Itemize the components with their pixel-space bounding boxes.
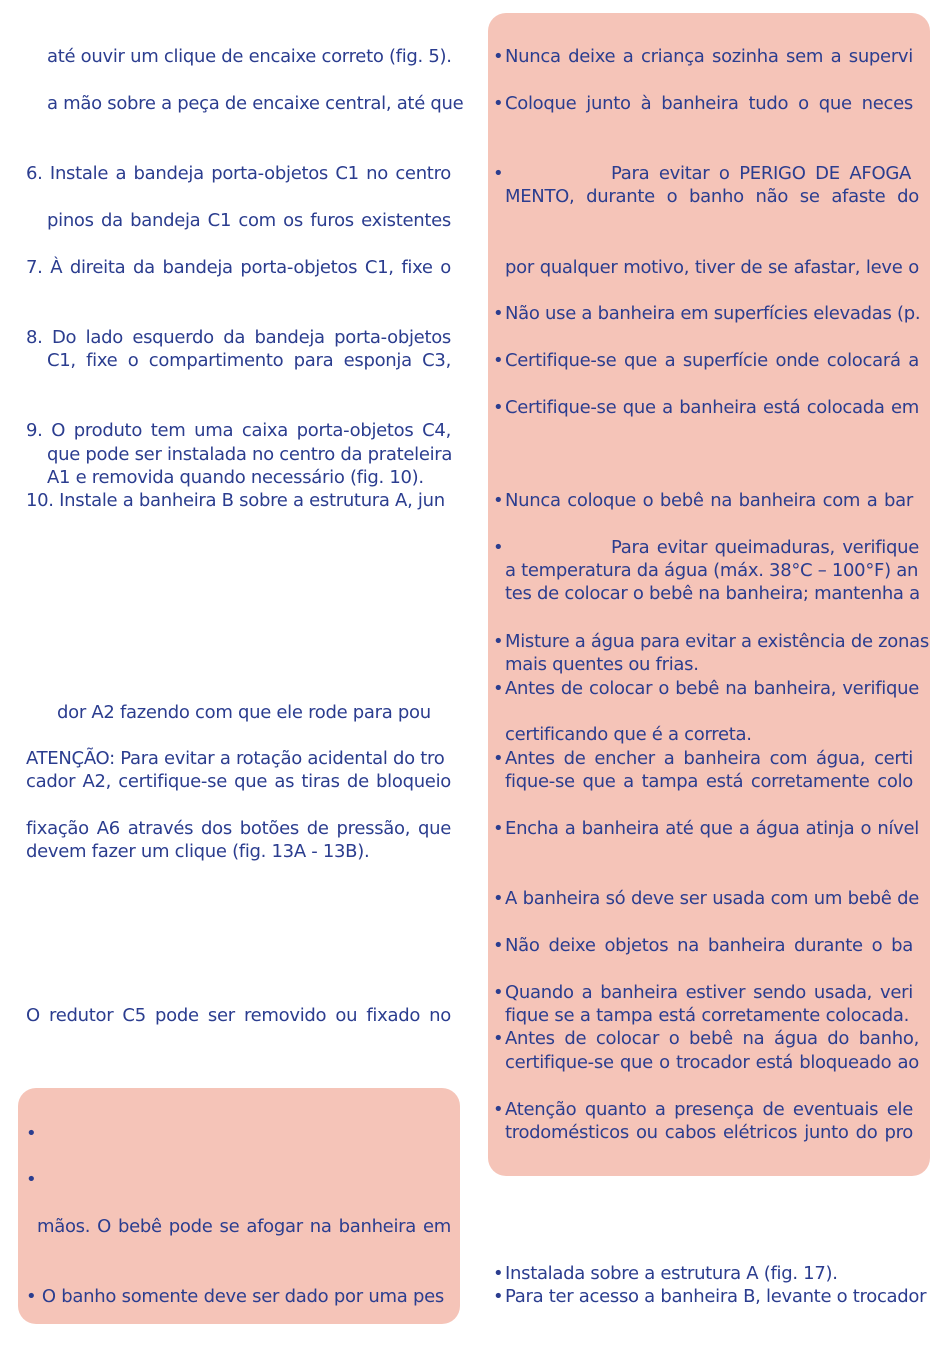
left-line: C1, fixe o compartimento para esponja C3, <box>47 350 451 371</box>
right-bottom-text: Instalada sobre a estrutura A (fig. 17). <box>505 1263 838 1284</box>
left-line: a mão sobre a peça de encaixe central, até que <box>47 93 464 114</box>
right-box-text: Antes de colocar o bebê na água do banho, <box>505 1028 919 1049</box>
right-box-line <box>493 489 913 512</box>
bullet: • <box>493 537 504 558</box>
left-line: 9. O produto tem uma caixa porta-objetos C4, <box>26 420 451 441</box>
left-line: 10. Instale a banheira B sobre a estrutura A, jun <box>26 490 445 511</box>
left-line: ATENÇÃO: Para evitar a rotação acidental do tro <box>26 748 445 769</box>
right-box-line: certificando que é a correta. <box>505 724 752 745</box>
left-line: até ouvir um clique de encaixe correto (fig. 5). <box>47 46 452 67</box>
bullet: • <box>493 818 504 839</box>
right-box-text: Nunca coloque o bebê na banheira com a bar <box>505 490 913 511</box>
right-box-text: Nunca deixe a criança sozinha sem a supervi <box>505 46 913 67</box>
bullet: • <box>493 397 504 418</box>
right-box-line <box>493 1027 919 1050</box>
right-box-line <box>493 887 919 910</box>
right-box-text: Antes de encher a banheira com água, certi <box>505 748 913 769</box>
right-box-text: Quando a banheira estiver sendo usada, veri <box>505 982 913 1003</box>
left-line: O redutor C5 pode ser removido ou fixado no <box>26 1005 451 1026</box>
right-box-text: Antes de colocar o bebê na banheira, verifique <box>505 678 919 699</box>
left-line: devem fazer um clique (fig. 13A - 13B). <box>26 841 370 862</box>
right-box-line <box>493 349 919 372</box>
right-box-line <box>493 981 913 1004</box>
right-box-line: certifique-se que o trocador está bloqueado ao <box>505 1052 919 1073</box>
right-box-line: fique-se que a tampa está corretamente colo <box>505 771 913 792</box>
right-box-line: tes de colocar o bebê na banheira; mantenha a <box>505 583 920 604</box>
right-box-line <box>493 934 913 957</box>
right-box-line <box>493 396 919 419</box>
left-line: 8. Do lado esquerdo da bandeja porta-objetos <box>26 327 451 348</box>
bullet: • <box>493 935 504 956</box>
right-box-line <box>493 630 929 653</box>
left-line: cador A2, certifique-se que as tiras de bloqueio <box>26 771 451 792</box>
bullet: • <box>493 678 504 699</box>
bullet: • <box>493 748 504 769</box>
left-line: pinos da bandeja C1 com os furos existentes <box>47 210 451 231</box>
right-box-text: Certifique-se que a superfície onde colocará a <box>505 350 919 371</box>
left-line: que pode ser instalada no centro da prateleira <box>47 444 453 465</box>
left-box-line: mãos. O bebê pode se afogar na banheira em <box>37 1216 451 1237</box>
right-box-text: Para evitar o PERIGO DE AFOGA <box>611 163 911 184</box>
bullet: • <box>493 93 504 114</box>
right-box-text: Certifique-se que a banheira está colocada em <box>505 397 919 418</box>
left-box-line: • <box>26 1123 37 1144</box>
bullet: • <box>493 1099 504 1120</box>
right-box-line: por qualquer motivo, tiver de se afastar, leve o <box>505 257 919 278</box>
right-box-text: Encha a banheira até que a água atinja o nível <box>505 818 919 839</box>
right-box-line: MENTO, durante o banho não se afaste do <box>505 186 919 207</box>
bullet: • <box>493 490 504 511</box>
right-box-text: A banheira só deve ser usada com um bebê de <box>505 888 919 909</box>
bullet: • <box>493 631 504 652</box>
bullet: • <box>493 303 504 324</box>
right-box-line: trodomésticos ou cabos elétricos junto do pro <box>505 1122 913 1143</box>
right-box-line: a temperatura da água (máx. 38°C – 100°F) an <box>505 560 919 581</box>
bullet: • <box>493 46 504 67</box>
bullet: • <box>493 982 504 1003</box>
right-box-text: Atenção quanto a presença de eventuais ele <box>505 1099 913 1120</box>
right-bottom-line <box>493 1285 927 1308</box>
right-box-line <box>493 92 913 115</box>
left-box-line: • O banho somente deve ser dado por uma pes <box>26 1286 444 1307</box>
right-box-line <box>493 817 919 840</box>
right-box-line <box>493 45 913 68</box>
right-box-line: fique se a tampa está corretamente colocada. <box>505 1005 909 1026</box>
right-box-line <box>493 677 919 700</box>
bullet: • <box>493 1028 504 1049</box>
right-bottom-line <box>493 1262 919 1285</box>
right-box-line <box>493 536 919 559</box>
right-box-text: Misture a água para evitar a existência de zonas <box>505 631 929 652</box>
left-line: 6. Instale a bandeja porta-objetos C1 no centro <box>26 163 451 184</box>
bullet: • <box>493 1263 504 1284</box>
right-box-text: Coloque junto à banheira tudo o que neces <box>505 93 913 114</box>
right-box-line <box>493 1098 913 1121</box>
bullet: • <box>493 888 504 909</box>
bullet: • <box>493 350 504 371</box>
right-box-line: mais quentes ou frias. <box>505 654 699 675</box>
right-box-line <box>493 302 919 325</box>
right-box-text: Não use a banheira em superfícies elevadas (p. <box>505 303 921 324</box>
right-box-text: Para evitar queimaduras, verifique <box>611 537 919 558</box>
right-bottom-text: Para ter acesso a banheira B, levante o trocador <box>505 1286 927 1307</box>
right-box-line <box>493 162 911 185</box>
left-box-line: • <box>26 1169 37 1190</box>
left-line: A1 e removida quando necessário (fig. 10). <box>47 467 424 488</box>
left-line: 7. À direita da bandeja porta-objetos C1, fixe o <box>26 257 451 278</box>
bullet: • <box>493 1286 504 1307</box>
bullet: • <box>493 163 504 184</box>
right-box-line <box>493 747 913 770</box>
left-line: fixação A6 através dos botões de pressão, que <box>26 818 451 839</box>
left-line: dor A2 fazendo com que ele rode para pou <box>57 702 431 723</box>
right-box-text: Não deixe objetos na banheira durante o ba <box>505 935 913 956</box>
